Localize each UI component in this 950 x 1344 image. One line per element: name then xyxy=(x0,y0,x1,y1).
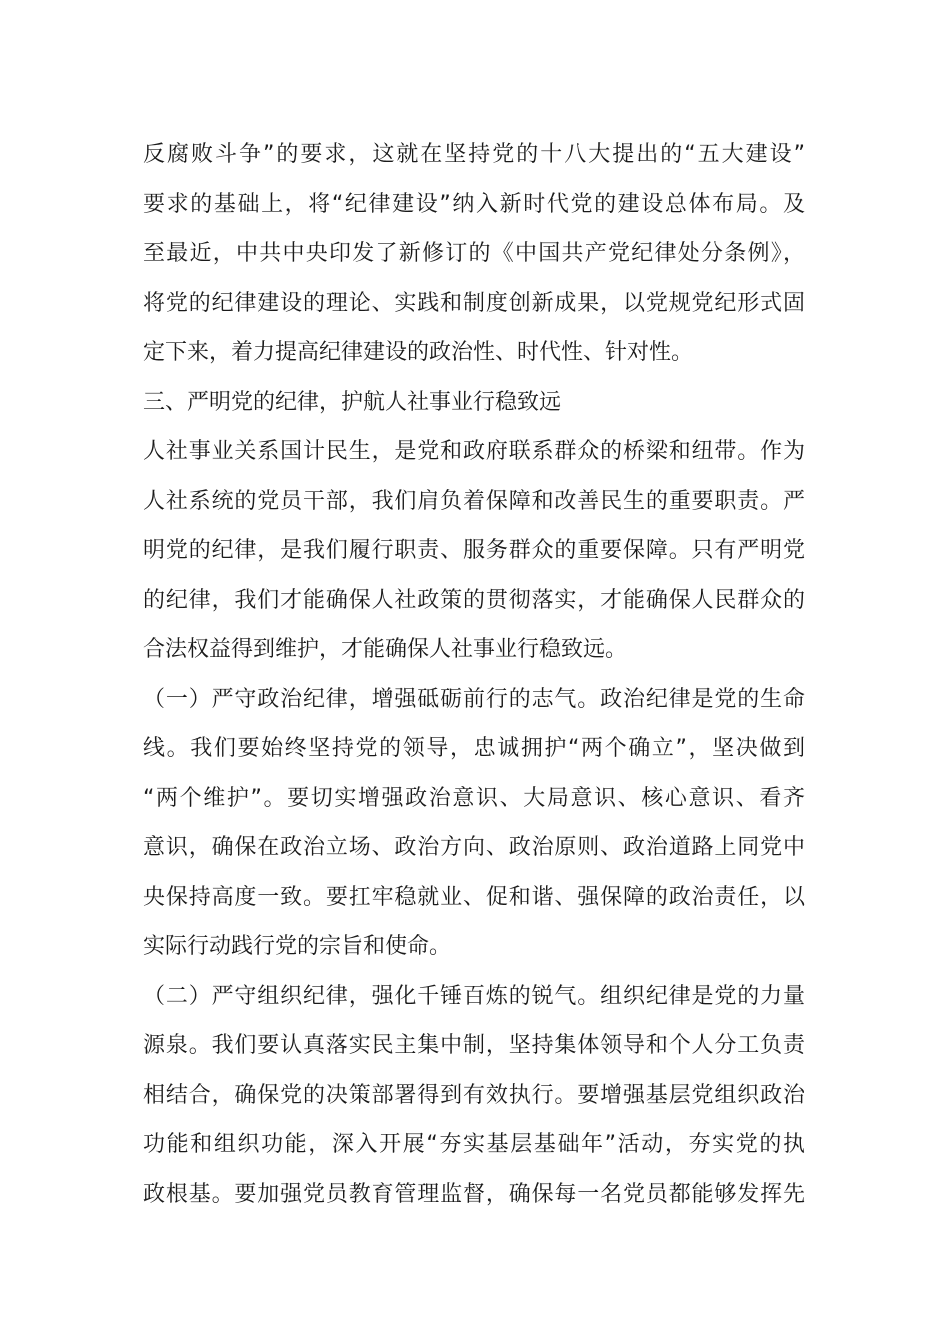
text-line: 将党的纪律建设的理论、实践和制度创新成果，以党规党纪形式固 xyxy=(143,290,805,316)
section-heading: 三、严明党的纪律，护航人社事业行稳致远 xyxy=(143,389,562,415)
text-line: 央保持高度一致。要扛牢稳就业、促和谐、强保障的政治责任，以 xyxy=(143,884,805,910)
text-line: 要求的基础上，将“纪律建设”纳入新时代党的建设总体布局。及 xyxy=(143,191,805,217)
text-line: （一）严守政治纪律，增强砥砺前行的志气。政治纪律是党的生命 xyxy=(143,686,805,712)
text-line: 人社系统的党员干部，我们肩负着保障和改善民生的重要职责。严 xyxy=(143,488,805,514)
text-line: 反腐败斗争”的要求，这就在坚持党的十八大提出的“五大建设” xyxy=(143,142,805,167)
text-line: （二）严守组织纪律，强化千锤百炼的锐气。组织纪律是党的力量 xyxy=(143,983,805,1009)
text-line: 政根基。要加强党员教育管理监督，确保每一名党员都能够发挥先 xyxy=(143,1181,805,1207)
text-line: 源泉。我们要认真落实民主集中制，坚持集体领导和个人分工负责 xyxy=(143,1033,805,1058)
text-line: 明党的纪律，是我们履行职责、服务群众的重要保障。只有严明党 xyxy=(143,538,805,563)
text-line: 实际行动践行党的宗旨和使命。 xyxy=(143,934,452,959)
text-line: 定下来，着力提高纪律建设的政治性、时代性、针对性。 xyxy=(143,340,694,365)
text-line: 意识，确保在政治立场、政治方向、政治原则、政治道路上同党中 xyxy=(143,835,805,860)
text-line: 线。我们要始终坚持党的领导，忠诚拥护“两个确立”，坚决做到 xyxy=(143,736,805,761)
text-line: 相结合，确保党的决策部署得到有效执行。要增强基层党组织政治 xyxy=(143,1082,805,1108)
text-line: 合法权益得到维护，才能确保人社事业行稳致远。 xyxy=(143,637,628,662)
text-line: 功能和组织功能，深入开展“夯实基层基础年”活动，夯实党的执 xyxy=(143,1132,805,1157)
text-line: “两个维护”。要切实增强政治意识、大局意识、核心意识、看齐 xyxy=(143,785,805,811)
text-line: 人社事业关系国计民生，是党和政府联系群众的桥梁和纽带。作为 xyxy=(143,439,805,464)
text-line: 的纪律，我们才能确保人社政策的贯彻落实，才能确保人民群众的 xyxy=(143,587,805,613)
text-line: 至最近，中共中央印发了新修订的《中国共产党纪律处分条例》， xyxy=(143,241,805,266)
document-page xyxy=(143,141,805,1230)
